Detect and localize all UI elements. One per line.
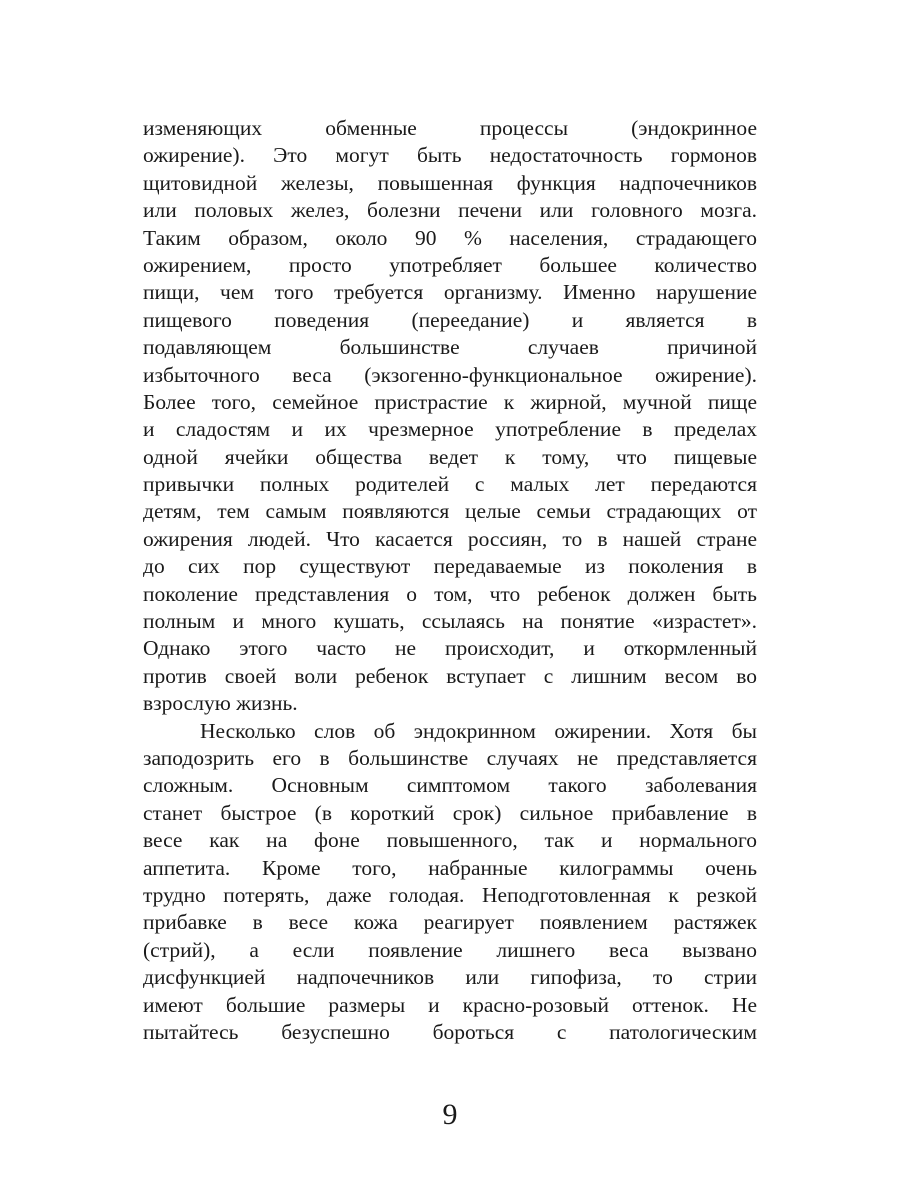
text-line: до сих пор существуют передаваемые из поколения в — [143, 554, 757, 579]
text-line: Таким образом, около 90 % населения, страдающего — [143, 225, 757, 250]
text-line: аппетита. Кроме того, набранные килограммы очень — [143, 855, 757, 880]
text-line: и сладостям и их чрезмерное употребление в пределах — [143, 417, 757, 442]
body-text — [143, 115, 757, 1046]
text-line: трудно потерять, даже голодая. Неподготовленная к резкой — [143, 882, 757, 907]
text-line: дисфункцией надпочечников или гипофиза, то стрии — [143, 965, 757, 990]
text-line: ожирением, просто употребляет большее количество — [143, 252, 757, 277]
text-line: пищевого поведения (переедание) и является в — [143, 307, 757, 332]
text-line: привычки полных родителей с малых лет передаются — [143, 472, 757, 497]
text-line: (стрий), а если появление лишнего веса вызвано — [143, 937, 757, 962]
text-line: одной ячейки общества ведет к тому, что пищевые — [143, 444, 757, 469]
text-line: Несколько слов об эндокринном ожирении. Хотя бы — [200, 718, 757, 743]
text-line: поколение представления о том, что ребенок должен быть — [143, 581, 757, 606]
text-line: избыточного веса (экзогенно-функциональное ожирение). — [143, 362, 757, 387]
text-line: ожирения людей. Что касается россиян, то в нашей стране — [143, 526, 757, 551]
text-line: против своей воли ребенок вступает с лишним весом во — [143, 663, 757, 688]
text-line: пищи, чем того требуется организму. Именно нарушение — [143, 280, 757, 305]
text-line: детям, тем самым появляются целые семьи страдающих от — [143, 499, 757, 524]
text-line: взрослую жизнь. — [143, 691, 298, 716]
text-line: пытайтесь безуспешно бороться с патологическим — [143, 1019, 757, 1044]
text-line: или половых желез, болезни печени или головного мозга. — [143, 198, 757, 223]
text-line: имеют большие размеры и красно-розовый оттенок. Не — [143, 992, 757, 1017]
text-line: щитовидной железы, повышенная функция надпочечников — [143, 170, 757, 195]
text-line: полным и много кушать, ссылаясь на понятие «израстет». — [143, 609, 757, 634]
text-line: Более того, семейное пристрастие к жирной, мучной пище — [143, 389, 757, 414]
page-number: 9 — [442, 1098, 458, 1131]
text-line: подавляющем большинстве случаев причиной — [143, 335, 757, 360]
text-line: Однако этого часто не происходит, и откормленный — [143, 636, 757, 661]
text-line: прибавке в весе кожа реагирует появлением растяжек — [143, 910, 757, 935]
paragraph — [143, 115, 757, 718]
text-line: ожирение). Это могут быть недостаточность гормонов — [143, 143, 757, 168]
paragraph — [143, 718, 757, 1047]
text-line: заподозрить его в большинстве случаях не представляется — [143, 745, 757, 770]
text-line: весе как на фоне повышенного, так и нормального — [143, 828, 757, 853]
text-line: станет быстрое (в короткий срок) сильное прибавление в — [143, 800, 757, 825]
text-line: сложным. Основным симптомом такого заболевания — [143, 773, 757, 798]
text-line: изменяющих обменные процессы (эндокринное — [143, 116, 757, 140]
